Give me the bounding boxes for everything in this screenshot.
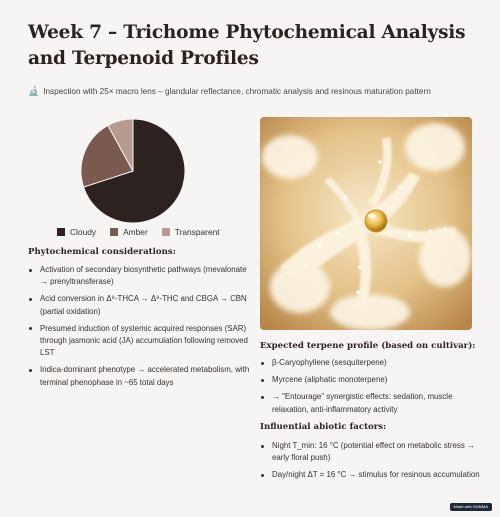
legend-item-amber: [110, 227, 148, 237]
page-subtitle: [28, 86, 488, 97]
terpene-list: [260, 357, 485, 421]
trichome-macro-photo: [260, 117, 472, 330]
microscope-icon: 🔬: [28, 86, 40, 96]
abiotic-heading: Influential abiotic factors:: [260, 422, 387, 432]
list-item: Myrcene (aliphatic monoterpene): [260, 374, 485, 386]
made-with-badge[interactable]: Made with GAMMA: [450, 503, 492, 511]
list-item: Acid conversion in Δ⁹-THCA → Δ⁹-THC and CBGA → CBN (partial oxidation): [28, 293, 250, 317]
pie-legend: [57, 227, 220, 237]
subtitle-text: Inspection with 25× macro lens – glandular reflectance, chromatic analysis and resinous maturation pattern: [43, 87, 431, 96]
terpene-heading: Expected terpene profile (based on cultivar):: [260, 341, 476, 351]
abiotic-list: [260, 440, 485, 487]
legend-label: Transparent: [174, 227, 220, 237]
list-item: Presumed induction of systemic acquired responses (SAR) through jasmonic acid (JA) accumulation following removed LST: [28, 323, 250, 360]
phytochemical-heading: Phytochemical considerations:: [28, 247, 176, 257]
legend-swatch: [110, 228, 118, 236]
page-title: Week 7 – Trichome Phytochemical Analysis and Terpenoid Profiles: [28, 22, 466, 69]
pie-svg: [80, 118, 186, 224]
list-item: Day/night ΔT = 16 °C → stimulus for resinous accumulation: [260, 469, 485, 481]
list-item: Indica-dominant phenotype → accelerated metabolism, with terminal phenophase in ~65 total days: [28, 364, 250, 388]
legend-swatch: [162, 228, 170, 236]
list-item: β-Caryophyllene (sesquiterpene): [260, 357, 485, 369]
phytochemical-list: [28, 264, 250, 394]
list-item: Activation of secondary biosynthetic pathways (mevalonate → prenyltransferase): [28, 264, 250, 288]
list-item: Night T_min: 16 °C (potential effect on metabolic stress → early floral push): [260, 440, 485, 464]
list-item: → "Entourage" synergistic effects: sedation, muscle relaxation, anti-inflammatory activity: [260, 391, 485, 415]
legend-item-cloudy: [57, 227, 96, 237]
legend-swatch: [57, 228, 65, 236]
legend-label: Amber: [123, 227, 148, 237]
legend-item-transparent: [162, 227, 220, 237]
trichome-pie-chart: [80, 118, 186, 224]
legend-label: Cloudy: [70, 227, 97, 237]
